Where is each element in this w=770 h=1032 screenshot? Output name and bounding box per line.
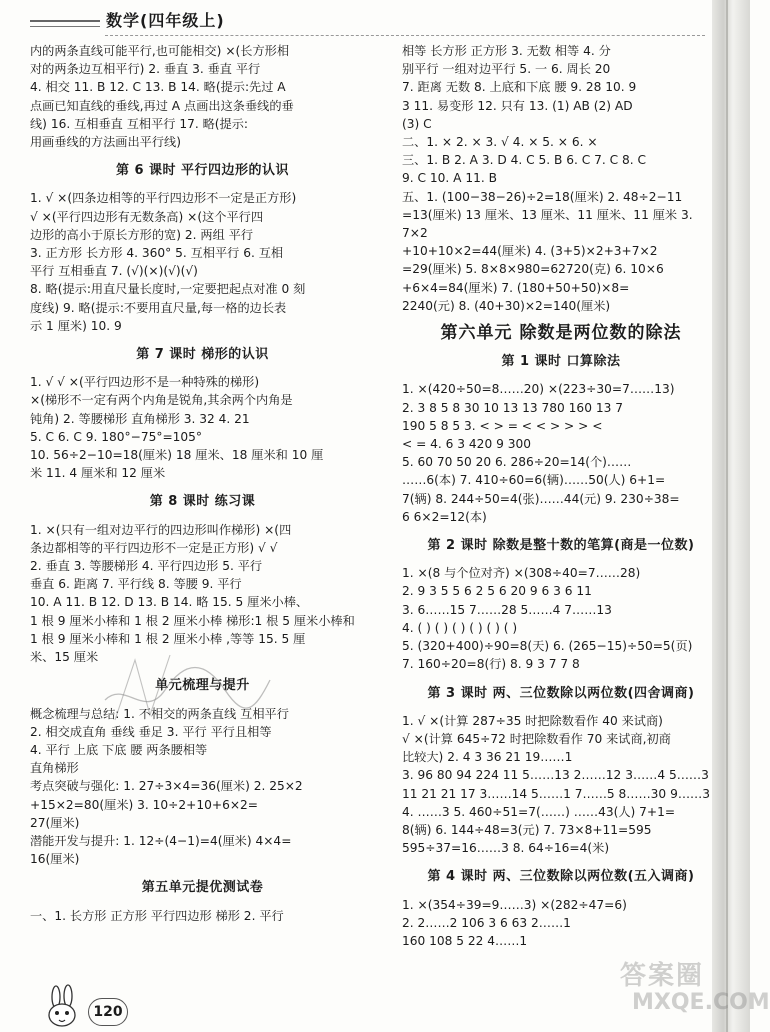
answer-line: 三、1. B 2. A 3. D 4. C 5. B 6. C 7. C 8. C <box>402 153 646 168</box>
right-intro <box>402 42 720 315</box>
answer-line: =29(厘米) 5. 8×8×980=62720(克) 6. 10×6 <box>402 262 664 277</box>
lesson-8-title: 第 8 课时 练习课 <box>149 494 256 510</box>
answer-line: 别平行 一组对边平行 5. 一 6. 周长 20 <box>402 62 611 77</box>
answer-line: 考点突破与强化: 1. 27÷3×4=36(厘米) 2. 25×2 <box>30 779 303 794</box>
answer-line: 5. 60 70 50 20 6. 286÷20=14(个)…… <box>402 455 632 470</box>
answer-line: 比较大) 2. 4 3 36 21 19……1 <box>402 750 573 765</box>
answer-line: 1. ×(354÷39=9……3) ×(282÷47=6) <box>402 897 627 912</box>
answer-line: 2. 2……2 106 3 6 63 2……1 <box>402 915 571 930</box>
answer-line: 潜能开发与提升: 1. 12÷(4−1)=4(厘米) 4×4= <box>30 833 292 848</box>
answer-line: 2. 垂直 3. 等腰梯形 4. 平行四边形 5. 平行 <box>30 559 263 574</box>
answer-line: =13(厘米) 13 厘米、13 厘米、11 厘米、11 厘米 3. 7×2 <box>402 207 697 241</box>
answer-line: 内的两条直线可能平行,也可能相交) ×(长方形相 <box>30 44 290 58</box>
answer-line: 27(厘米) <box>30 815 80 830</box>
answer-line: 4. 平行 上底 下底 腰 两条腰相等 <box>30 742 208 757</box>
answer-line: 钝角) 2. 等腰梯形 直角梯形 3. 32 4. 21 <box>30 411 250 426</box>
left-intro <box>30 42 375 151</box>
lesson-7-answers <box>30 373 375 482</box>
answer-line: 1. ×(8 与个位对齐) ×(308÷40=7……28) <box>402 566 641 581</box>
right-column <box>402 42 720 950</box>
answer-line: 190 5 8 5 3. < > = < < > > > < <box>402 418 603 433</box>
header-dashed-divider <box>105 35 705 36</box>
answer-line: 点画已知直线的垂线,再过 A 点画出这条垂线的垂 <box>30 98 294 113</box>
r-lesson-2-title: 第 2 课时 除数是整十数的笔算(商是一位数) <box>427 538 695 554</box>
answer-line: +10+10×2=44(厘米) 4. (3+5)×2+3+7×2 <box>402 244 658 259</box>
answer-line: 3 11. 易变形 12. 只有 13. (1) AB (2) AD <box>402 98 633 113</box>
unit5-test-answers <box>30 907 375 925</box>
answer-line: 二、1. × 2. × 3. √ 4. × 5. × 6. × <box>402 135 598 150</box>
answer-line: 3. 正方形 长方形 4. 360° 5. 互相平行 6. 互相 <box>30 246 284 261</box>
answer-line: 条边都相等的平行四边形不一定是正方形) √ √ <box>30 540 278 555</box>
r-lesson-1-answers <box>402 380 720 526</box>
answer-line: 3. 6……15 7……28 5……4 7……13 <box>402 602 612 617</box>
answer-line: 米、15 厘米 <box>30 650 99 665</box>
answer-line: 6 6×2=12(本) <box>402 509 487 524</box>
r-lesson-1-title: 第 1 课时 口算除法 <box>501 354 621 370</box>
answer-line: 用画垂线的方法画出平行线) <box>30 135 182 150</box>
answer-line: 10. A 11. B 12. D 13. B 14. 略 15. 5 厘米小棒、 <box>30 595 309 610</box>
r-lesson-3-title: 第 3 课时 两、三位数除以两位数(四舍调商) <box>427 685 695 701</box>
answer-line: 1. √ ×(计算 287÷35 时把除数看作 40 来试商) <box>402 713 663 728</box>
lesson-7-title: 第 7 课时 梯形的认识 <box>136 347 269 363</box>
answer-line: 5. C 6. C 9. 180°−75°=105° <box>30 429 203 444</box>
answer-line: 2240(元) 8. (40+30)×2=140(厘米) <box>402 298 611 313</box>
answer-line: √ ×(计算 645÷72 时把除数看作 70 来试商,初商 <box>402 731 671 746</box>
r-lesson-4-title: 第 4 课时 两、三位数除以两位数(五入调商) <box>427 869 695 885</box>
r-lesson-2-answers <box>402 564 720 673</box>
answer-line: 160 108 5 22 4……1 <box>402 933 528 948</box>
answer-line: 示 1 厘米) 10. 9 <box>30 318 122 333</box>
answer-line: 9. C 10. A 11. B <box>402 171 497 186</box>
answer-line: 1 根 9 厘米小棒和 1 根 2 厘米小棒 ,等等 15. 5 厘 <box>30 631 306 646</box>
answer-line: 1 根 9 厘米小棒和 1 根 2 厘米小棒 梯形:1 根 5 厘米小棒和 <box>30 613 355 628</box>
answer-line: 垂直 6. 距离 7. 平行线 8. 等腰 9. 平行 <box>30 577 242 592</box>
book-spine-line <box>726 0 728 1032</box>
lesson-6-title: 第 6 课时 平行四边形的认识 <box>115 163 290 179</box>
answer-line: 16(厘米) <box>30 852 80 867</box>
book-spine-edge <box>712 0 750 1032</box>
answer-line: 4. ( ) ( ) ( ) ( ) ( ) ( ) <box>402 620 518 635</box>
answer-line: ×(梯形不一定有两个内角是锐角,其余两个内角是 <box>30 393 293 408</box>
r-lesson-3-answers <box>402 712 720 858</box>
answer-line: 对的两条边互相平行) 2. 垂直 3. 垂直 平行 <box>30 62 261 77</box>
answer-line: +15×2=80(厘米) 3. 10÷2+10+6×2= <box>30 797 259 812</box>
answer-line: 4. ……3 5. 460÷51=7(……) ……43(人) 7+1= <box>402 804 676 819</box>
answer-line: +6×4=84(厘米) 7. (180+50+50)×8= <box>402 280 630 295</box>
answer-line: 五、1. (100−38−26)÷2=18(厘米) 2. 48÷2−11 <box>402 189 683 204</box>
rabbit-mascot-icon <box>40 985 88 1032</box>
left-column <box>30 42 375 925</box>
page-header <box>0 0 750 40</box>
answer-line: 一、1. 长方形 正方形 平行四边形 梯形 2. 平行 <box>30 908 284 923</box>
answer-line: 边形的高小于原长方形的宽) 2. 两组 平行 <box>30 227 254 242</box>
answer-line: √ ×(平行四边形有无数条高) ×(这个平行四 <box>30 209 264 224</box>
book-title: 数学(四年级上) <box>106 11 225 30</box>
answer-line: 相等 长方形 正方形 3. 无数 相等 4. 分 <box>402 44 611 58</box>
answer-line: 5. (320+400)÷90=8(天) 6. (265−15)÷50=5(页) <box>402 639 693 654</box>
header-rule <box>30 20 100 22</box>
answer-line: 7. 距离 无数 8. 上底和下底 腰 9. 28 10. 9 <box>402 80 637 95</box>
answer-line: 10. 56÷2−10=18(厘米) 18 厘米、18 厘米和 10 厘 <box>30 448 324 463</box>
answer-line: 11 21 21 17 3……14 5……1 7……5 8……30 9……3 <box>402 786 710 801</box>
answer-line: 线) 16. 互相垂直 互相平行 17. 略(提示: <box>30 116 249 131</box>
watermark-logo: 答案圈 <box>620 961 705 991</box>
header-rule-thin <box>30 26 100 27</box>
pencil-scribble <box>95 620 275 740</box>
answer-line: 度线) 9. 略(提示:不要用直尺量,每一格的边长表 <box>30 300 287 315</box>
unit-review-title: 单元梳理与提升 <box>155 678 250 694</box>
answer-line: ……6(本) 7. 410÷60=6(辆)……50(人) 6+1= <box>402 473 666 488</box>
answer-line: 1. ×(420÷50=8……20) ×(223÷30=7……13) <box>402 382 675 397</box>
lesson-6-answers <box>30 189 375 335</box>
answer-line: 2. 9 3 5 5 6 2 5 6 20 9 6 3 6 11 <box>402 584 592 599</box>
answer-line: 8. 略(提示:用直尺量长度时,一定要把起点对准 0 刻 <box>30 282 306 297</box>
answer-line: 概念梳理与总结: 1. 不相交的两条直线 互相平行 <box>30 706 289 721</box>
answer-line: 2. 相交成直角 垂线 垂足 3. 平行 平行且相等 <box>30 724 272 739</box>
unit5-test-title: 第五单元提优测试卷 <box>141 880 264 896</box>
answer-line: 米 11. 4 厘米和 12 厘米 <box>30 466 166 481</box>
answer-line: 2. 3 8 5 8 30 10 13 13 780 160 13 7 <box>402 400 623 415</box>
answer-line: 1. ×(只有一组对边平行的四边形叫作梯形) ×(四 <box>30 522 292 537</box>
answer-line: < = 4. 6 3 420 9 300 <box>402 437 531 452</box>
watermark-url: MXQE.COM <box>632 990 770 1015</box>
answer-line: 直角梯形 <box>30 761 79 776</box>
answer-line: 8(辆) 6. 144÷48=3(元) 7. 73×8+11=595 <box>402 822 652 837</box>
answer-line: 1. √ ×(四条边相等的平行四边形不一定是正方形) <box>30 191 297 206</box>
answer-line: 7(辆) 8. 244÷50=4(张)……44(元) 9. 230÷38= <box>402 491 680 506</box>
unit-6-title: 第六单元 除数是两位数的除法 <box>440 323 682 344</box>
answer-line: 7. 160÷20=8(行) 8. 9 3 7 7 8 <box>402 657 580 672</box>
answer-line: 3. 96 80 94 224 11 5……13 2……12 3……4 5……3 <box>402 768 709 783</box>
page-number: 120 <box>88 998 128 1026</box>
answer-line: 4. 相交 11. B 12. C 13. B 14. 略(提示:先过 A <box>30 80 286 95</box>
answer-line: (3) C <box>402 116 432 131</box>
r-lesson-4-answers <box>402 896 720 951</box>
answer-line: 595÷37=16……3 8. 64÷16=4(米) <box>402 841 610 856</box>
answer-line: 1. √ √ ×(平行四边形不是一种特殊的梯形) <box>30 375 260 390</box>
answer-line: 平行 互相垂直 7. (√)(×)(√)(√) <box>30 264 198 279</box>
